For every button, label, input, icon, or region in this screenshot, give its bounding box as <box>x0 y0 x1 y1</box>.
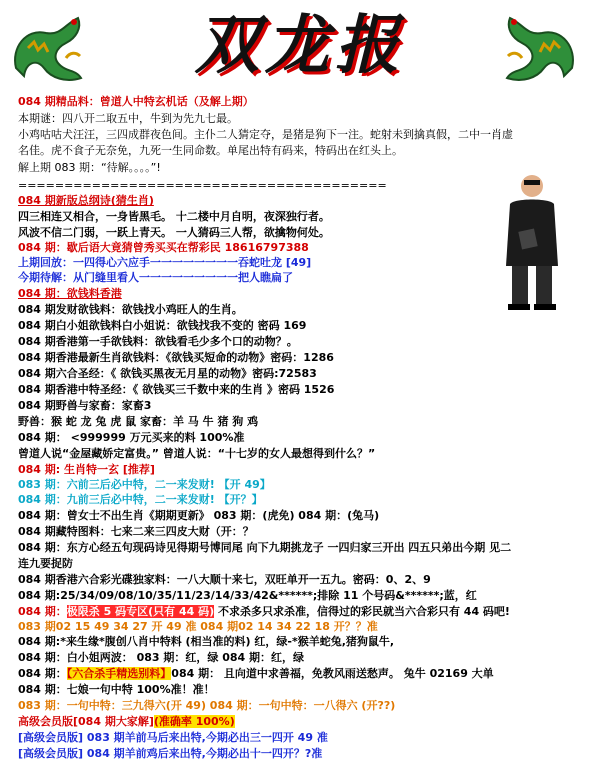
line-segment: 084 期：白小姐两波： 083 期：红，绿 084 期：红，绿 <box>18 651 305 664</box>
line-segment: 曾道人说“金屋藏娇定富贵。” 曾道人说：“十七岁的女人最想得到什么？” <box>18 447 376 460</box>
line-segment: 084 期： <999999 万元买来的料 100%准 <box>18 431 245 444</box>
line-segment: 083 期：一句中特：三九得六(开 49) 084 期：一句中特：一八得六 (开??) <box>18 699 396 712</box>
text-line-l33 <box>18 604 510 620</box>
line-segment: [高级会员版] 084 期羊前鸡后来出特,今期必出十一四开？?准 <box>18 747 323 760</box>
line-segment: 四三相连又相合，一身皆黑毛。 十二楼中月自明，夜深独行者。 <box>18 210 330 223</box>
line-segment: [084 期大家解] <box>73 715 154 728</box>
line-segment: 上期回放：一四得心六应手一一一一一一一一吞蛇吐龙 [49] <box>18 256 312 269</box>
text-line-l2 <box>18 111 238 127</box>
right-dragon-icon <box>500 8 582 86</box>
line-segment: 084 期：九前三后必中特，二一来发财! 【开？】 <box>18 493 263 506</box>
text-line-l42 <box>18 746 322 762</box>
text-line-l38 <box>18 682 215 698</box>
text-line-l3 <box>18 127 513 143</box>
line-segment: 083 期：六前三后必中特，二一来发财! 【开 49】 <box>18 478 271 491</box>
line-segment: 084 期： <box>18 605 67 618</box>
line-segment: 084 期六合圣经：《 欲钱买黑夜无月星的动物》密码:72583 <box>18 367 317 380</box>
line-segment: 084 期香港最新生肖欲钱料：《欲钱买短命的动物》密码：1286 <box>18 351 334 364</box>
line-segment: (准确率 100%) <box>153 715 235 728</box>
line-segment: 084 期发财欲钱料：欲钱找小鸡旺人的生肖。 <box>18 303 243 316</box>
line-segment: 084 期： 且向道中求善福，免教风雨送愁声。 兔牛 02169 大单 <box>171 667 494 680</box>
line-segment: 084 期：曾女士不出生肖《期期更新》 083 期：(虎免) 084 期：(兔马) <box>18 509 380 522</box>
text-line-l14 <box>18 302 243 318</box>
text-line-l4 <box>18 143 403 159</box>
line-segment: 083 期02 15 49 34 27 开 49 准 084 期02 14 34 22 18 开？？准 <box>18 620 378 633</box>
line-segment: 野兽：猴 蛇 龙 兔 虎 鼠 家畜：羊 马 牛 猪 狗 鸡 <box>18 415 259 428</box>
text-line-l36 <box>18 650 304 666</box>
text-line-l16 <box>18 334 298 350</box>
text-line-l31 <box>18 572 431 588</box>
line-segment: 084 期：东方心经五句现码诗见得期号博同尾 向下九期挑龙子 一四归家三开出 四五只弟出今期 见二 <box>18 541 512 554</box>
left-dragon-icon <box>6 8 88 86</box>
text-line-l12 <box>18 270 293 286</box>
text-line-l19 <box>18 382 334 398</box>
text-line-l21 <box>18 414 258 430</box>
person-figure-icon <box>496 170 568 312</box>
line-segment: 【六合杀手精选别料】 <box>66 667 172 680</box>
line-segment: 084 期野兽与家畜：家畜3 <box>18 399 152 412</box>
text-line-l18 <box>18 366 317 382</box>
text-line-l30 <box>18 556 73 572</box>
text-line-l13 <box>18 286 122 302</box>
text-line-l41 <box>18 730 328 746</box>
line-segment: 084 期: 生肖特一玄 [推荐] <box>18 463 155 476</box>
line-segment: ======================================== <box>18 179 387 192</box>
text-line-l22 <box>18 430 244 446</box>
text-line-l25 <box>18 477 271 493</box>
text-line-l1 <box>18 94 254 110</box>
line-segment: 084 期新版总纲诗(猜生肖) <box>18 194 154 207</box>
text-line-l27 <box>18 508 379 524</box>
text-line-l35 <box>18 634 394 650</box>
line-segment: 084 期：欲钱料香港 <box>18 287 122 300</box>
line-segment: 084 期香港中特圣经：《 欲钱买三千数中来的生肖 》密码 1526 <box>18 383 335 396</box>
text-line-l7 <box>18 193 154 209</box>
line-segment: 084 期香港第一手欲钱料：欲钱看毛少多个口的动物？。 <box>18 335 298 348</box>
line-segment: 084 期精品料：曾道人中特玄机话（及解上期） <box>18 95 254 108</box>
header-banner <box>0 0 597 92</box>
text-line-l8 <box>18 209 330 225</box>
text-line-l39 <box>18 698 395 714</box>
line-segment: 小鸡咕咕犬汪汪，三四成群夜色间。主仆二人猜定夺，是猪是狗下一注。蛇射未到擒真假，二中一肖虚 <box>18 128 513 141</box>
text-line-l32 <box>18 588 477 604</box>
text-line-l6 <box>18 178 387 194</box>
text-line-l9 <box>18 225 330 241</box>
text-line-l5 <box>18 160 161 176</box>
text-line-l23 <box>18 446 375 462</box>
line-segment: 解上期 083 期：“待解。。。。”! <box>18 161 161 174</box>
text-line-l40 <box>18 714 235 730</box>
line-segment: 084 期香港六合彩光碟独家料：一八大顺十来七，双旺单开一五九。密码：0、2、9 <box>18 573 431 586</box>
line-segment: [高级会员版] 083 期羊前马后来出特,今期必出三一四开 49 准 <box>18 731 328 744</box>
line-segment: 084 期： <box>18 667 67 680</box>
line-segment: 连九要捉防 <box>18 557 73 570</box>
text-line-l26 <box>18 492 263 508</box>
text-line-l28 <box>18 524 254 540</box>
line-segment: 084 期：七娘一句中特 100%准！准！ <box>18 683 215 696</box>
line-segment: 本期谜：四八开二取五中，牛到为先九七最。 <box>18 112 238 125</box>
text-line-l17 <box>18 350 334 366</box>
text-line-l29 <box>18 540 511 556</box>
line-segment: 高级会员版 <box>18 715 73 728</box>
line-segment: 今期待解：从门缝里看人一一一一一一一一一把人瞧扁了 <box>18 271 293 284</box>
text-line-l11 <box>18 255 311 271</box>
text-line-l20 <box>18 398 151 414</box>
text-line-l37 <box>18 666 494 682</box>
page-title: 双龙报 <box>195 8 405 83</box>
line-segment: 不求杀多只求杀准，信得过的彩民就当六合彩只有 44 码吧! <box>214 605 510 618</box>
line-segment: 极限杀 5 码专区(只有 44 码) <box>66 605 215 618</box>
text-line-l24 <box>18 462 155 478</box>
text-line-l15 <box>18 318 306 334</box>
line-segment: 风波不信二门弱，一跃上青天。 一人猜码三人帮，欲擒物何处。 <box>18 226 330 239</box>
line-segment: 名佳。虎不食子无奈免，九死一生同命数。单尾出特有码来，特码出在红头上。 <box>18 144 403 157</box>
line-segment: 084 期:25/34/09/08/10/35/11/23/14/33/42&******;排除 11 个号码&******;蓝，红 <box>18 589 477 602</box>
line-segment: 084 期：歇后语大竟猜曾秀买买在帮彩民 18616797388 <box>18 241 309 254</box>
line-segment: 084 期白小姐欲钱料白小姐说：欲钱找我不变的 密码 169 <box>18 319 307 332</box>
text-line-l10 <box>18 240 309 256</box>
line-segment: 084 期:*来生缘*腹创八肖中特料 (相当准的料) 红，绿-*猴羊蛇兔,猪狗鼠牛, <box>18 635 395 648</box>
line-segment: 084 期藏特图料：七来二来三四皮大财（开：？ <box>18 525 254 538</box>
text-line-l34 <box>18 619 378 635</box>
